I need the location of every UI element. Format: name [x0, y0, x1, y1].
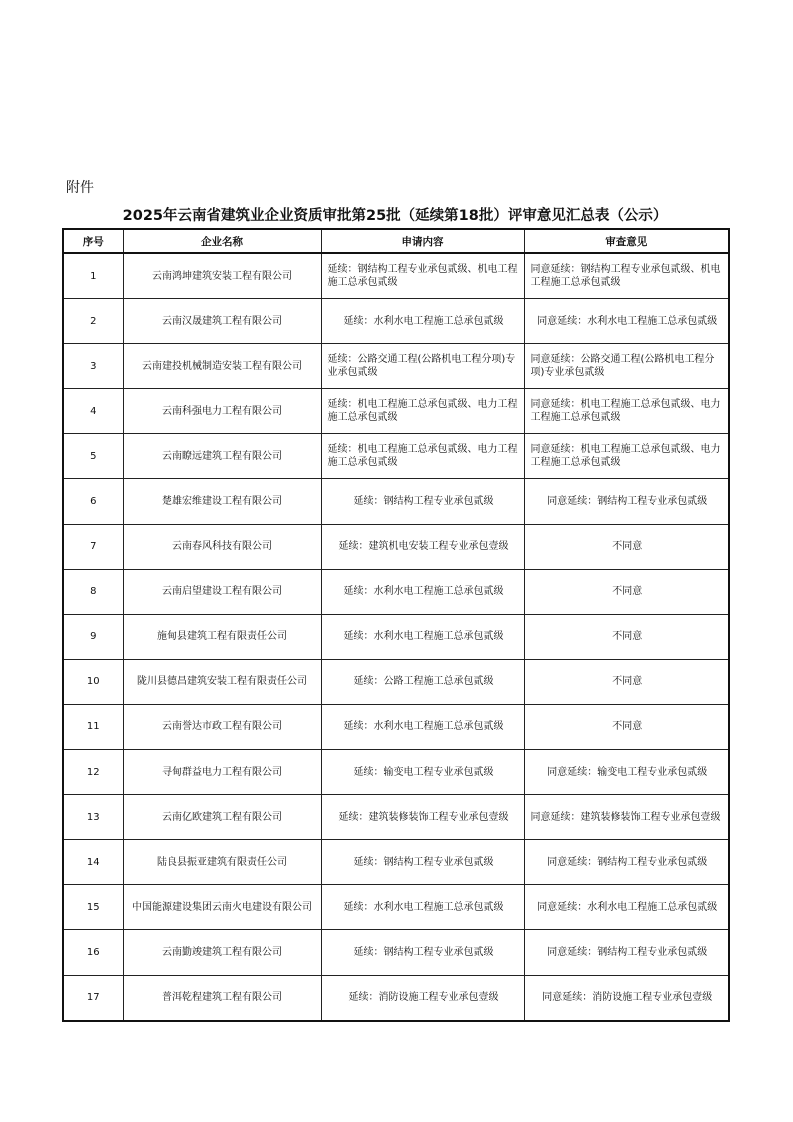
- row-number: 2: [63, 299, 123, 344]
- request-content: 延续：钢结构工程专业承包贰级、机电工程施工总承包贰级: [321, 253, 524, 299]
- table-row: [63, 750, 729, 795]
- row-number: 6: [63, 479, 123, 524]
- company-name: 云南亿欧建筑工程有限公司: [123, 795, 321, 840]
- review-opinion: 同意延续：机电工程施工总承包贰级、电力工程施工总承包贰级: [524, 389, 729, 434]
- table-row: [63, 885, 729, 930]
- table-row: [63, 253, 729, 299]
- row-number: 12: [63, 750, 123, 795]
- company-name: 陆良县振亚建筑有限责任公司: [123, 840, 321, 885]
- request-content: 延续：钢结构工程专业承包贰级: [321, 479, 524, 524]
- company-name: 施甸县建筑工程有限责任公司: [123, 614, 321, 659]
- review-opinion: 不同意: [524, 659, 729, 704]
- review-opinion: 同意延续：消防设施工程专业承包壹级: [524, 975, 729, 1021]
- table-row: [63, 344, 729, 389]
- table-body: [63, 253, 729, 1021]
- table-row: [63, 434, 729, 479]
- request-content: 延续：水利水电工程施工总承包贰级: [321, 569, 524, 614]
- company-name: 云南鸿坤建筑安装工程有限公司: [123, 253, 321, 299]
- company-name: 普洱乾程建筑工程有限公司: [123, 975, 321, 1021]
- table-row: [63, 524, 729, 569]
- request-content: 延续：消防设施工程专业承包壹级: [321, 975, 524, 1021]
- table-row: [63, 840, 729, 885]
- review-opinion: 同意延续：钢结构工程专业承包贰级: [524, 479, 729, 524]
- row-number: 7: [63, 524, 123, 569]
- request-content: 延续：水利水电工程施工总承包贰级: [321, 614, 524, 659]
- table-row: [63, 299, 729, 344]
- request-content: 延续：公路工程施工总承包贰级: [321, 659, 524, 704]
- column-header-request: 申请内容: [321, 229, 524, 253]
- review-opinion: 同意延续：水利水电工程施工总承包贰级: [524, 885, 729, 930]
- request-content: 延续：公路交通工程(公路机电工程分项)专业承包贰级: [321, 344, 524, 389]
- review-opinion: 不同意: [524, 569, 729, 614]
- table-row: [63, 659, 729, 704]
- company-name: 云南誉达市政工程有限公司: [123, 704, 321, 749]
- request-content: 延续：建筑机电安装工程专业承包壹级: [321, 524, 524, 569]
- document-title: 2025年云南省建筑业企业资质审批第25批（延续第18批）评审意见汇总表（公示）: [122, 208, 668, 224]
- table-row: [63, 975, 729, 1021]
- table-row: [63, 389, 729, 434]
- request-content: 延续：钢结构工程专业承包贰级: [321, 930, 524, 975]
- row-number: 15: [63, 885, 123, 930]
- row-number: 13: [63, 795, 123, 840]
- table-row: [63, 569, 729, 614]
- table-row: [63, 614, 729, 659]
- company-name: 云南勤竣建筑工程有限公司: [123, 930, 321, 975]
- company-name: 楚雄宏维建设工程有限公司: [123, 479, 321, 524]
- column-header-opinion: 审查意见: [524, 229, 729, 253]
- row-number: 16: [63, 930, 123, 975]
- row-number: 11: [63, 704, 123, 749]
- row-number: 4: [63, 389, 123, 434]
- request-content: 延续：水利水电工程施工总承包贰级: [321, 299, 524, 344]
- row-number: 5: [63, 434, 123, 479]
- column-header-seq: 序号: [63, 229, 123, 253]
- company-name: 中国能源建设集团云南火电建设有限公司: [123, 885, 321, 930]
- request-content: 延续：机电工程施工总承包贰级、电力工程施工总承包贰级: [321, 389, 524, 434]
- attachment-label: 附件: [66, 180, 94, 196]
- review-opinion: 不同意: [524, 524, 729, 569]
- row-number: 17: [63, 975, 123, 1021]
- review-table: [62, 228, 730, 1022]
- column-header-company: 企业名称: [123, 229, 321, 253]
- review-opinion: 同意延续：公路交通工程(公路机电工程分项)专业承包贰级: [524, 344, 729, 389]
- row-number: 10: [63, 659, 123, 704]
- review-opinion: 不同意: [524, 704, 729, 749]
- company-name: 云南汉晟建筑工程有限公司: [123, 299, 321, 344]
- review-opinion: 同意延续：钢结构工程专业承包贰级: [524, 840, 729, 885]
- request-content: 延续：建筑装修装饰工程专业承包壹级: [321, 795, 524, 840]
- review-opinion: 同意延续：机电工程施工总承包贰级、电力工程施工总承包贰级: [524, 434, 729, 479]
- company-name: 寻甸群益电力工程有限公司: [123, 750, 321, 795]
- review-opinion: 同意延续：建筑装修装饰工程专业承包壹级: [524, 795, 729, 840]
- review-opinion: 同意延续：钢结构工程专业承包贰级、机电工程施工总承包贰级: [524, 253, 729, 299]
- company-name: 云南瞭远建筑工程有限公司: [123, 434, 321, 479]
- row-number: 3: [63, 344, 123, 389]
- company-name: 陇川县德昌建筑安装工程有限责任公司: [123, 659, 321, 704]
- table-row: [63, 930, 729, 975]
- request-content: 延续：水利水电工程施工总承包贰级: [321, 704, 524, 749]
- table-row: [63, 479, 729, 524]
- table-header-row: [63, 229, 729, 253]
- company-name: 云南启望建设工程有限公司: [123, 569, 321, 614]
- request-content: 延续：输变电工程专业承包贰级: [321, 750, 524, 795]
- table-row: [63, 704, 729, 749]
- row-number: 8: [63, 569, 123, 614]
- request-content: 延续：钢结构工程专业承包贰级: [321, 840, 524, 885]
- review-opinion: 同意延续：水利水电工程施工总承包贰级: [524, 299, 729, 344]
- row-number: 9: [63, 614, 123, 659]
- request-content: 延续：水利水电工程施工总承包贰级: [321, 885, 524, 930]
- review-opinion: 同意延续：钢结构工程专业承包贰级: [524, 930, 729, 975]
- company-name: 云南建投机械制造安装工程有限公司: [123, 344, 321, 389]
- review-opinion: 同意延续：输变电工程专业承包贰级: [524, 750, 729, 795]
- table-row: [63, 795, 729, 840]
- review-opinion: 不同意: [524, 614, 729, 659]
- company-name: 云南科强电力工程有限公司: [123, 389, 321, 434]
- row-number: 14: [63, 840, 123, 885]
- request-content: 延续：机电工程施工总承包贰级、电力工程施工总承包贰级: [321, 434, 524, 479]
- company-name: 云南春风科技有限公司: [123, 524, 321, 569]
- row-number: 1: [63, 253, 123, 299]
